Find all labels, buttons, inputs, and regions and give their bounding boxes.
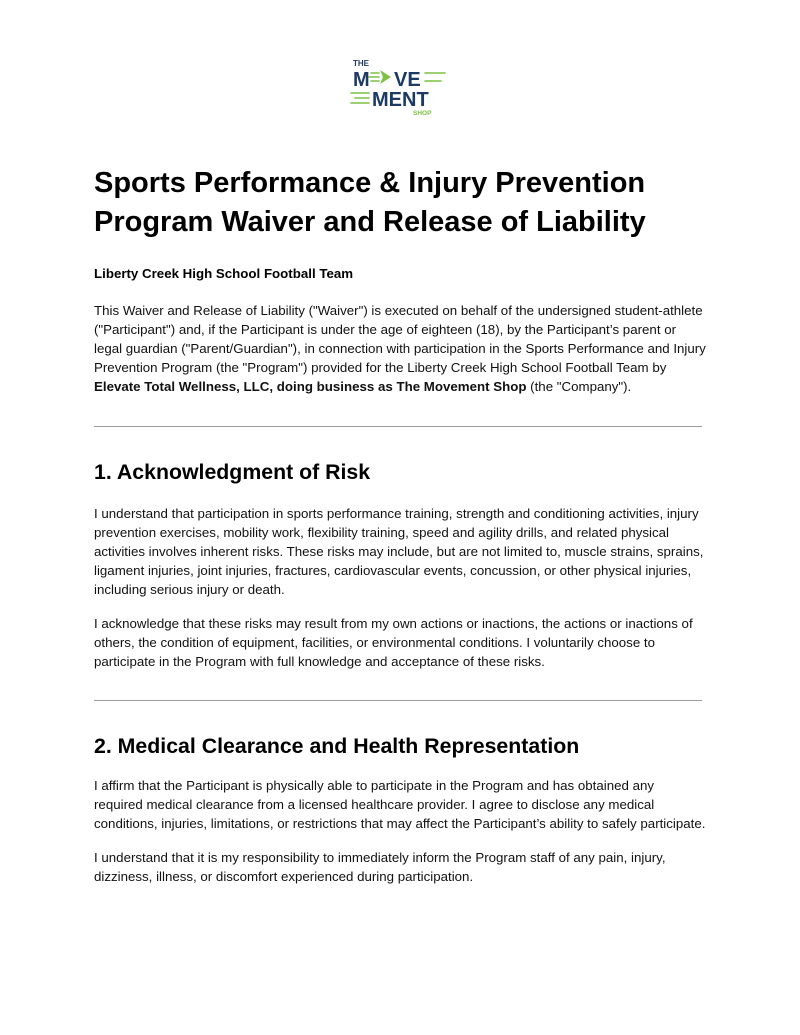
risk-paragraph-1: I understand that participation in sports performance training, strength and conditioning activities, injury prevention exercises, mobility work, flexibility training, speed and agility drills, and related physical activities involves inherent risks. These risks may include, but are not limited to, muscle strains, sprains, ligament injuries, joint injuries, fractures, cardiovascular events, concussion, or other physical injuries, including serious injury or death. (94, 506, 704, 597)
document-body (94, 164, 706, 886)
speed-lines-icon (369, 73, 379, 81)
speed-lines-icon (351, 93, 369, 103)
section-divider (94, 700, 702, 701)
speed-lines-icon (425, 73, 445, 81)
logo-the: THE (353, 59, 369, 68)
risk-paragraph-2: I acknowledge that these risks may result from my own actions or inactions, the actions or inactions of others, the condition of equipment, facilities, or environmental conditions. I voluntarily choose to participate in the Program with full knowledge and acceptance of these risks. (94, 616, 693, 669)
logo-ment: MENT (372, 89, 429, 111)
medical-paragraph-2: I understand that it is my responsibility to immediately inform the Program staff of any pain, injury, dizziness, illness, or discomfort experienced during participation. (94, 850, 666, 884)
logo-arrow-icon (380, 70, 391, 84)
logo-shop: SHOP (413, 110, 432, 117)
section-heading-risk: 1. Acknowledgment of Risk (94, 460, 371, 484)
page-title: Sports Performance & Injury Prevention Program Waiver and Release of Liability (94, 167, 646, 238)
company-name: Elevate Total Wellness, LLC, doing business as The Movement Shop (94, 379, 527, 394)
medical-paragraph-1: I affirm that the Participant is physically able to participate in the Program and has obtained any required medical clearance from a licensed healthcare provider. I agree to disclose any medical conditions, injuries, limitations, or restrictions that may affect the Participant’s ability to safely participate. (94, 778, 706, 831)
section-divider (94, 426, 702, 427)
section-heading-medical: 2. Medical Clearance and Health Representation (94, 734, 580, 758)
intro-paragraph: This Waiver and Release of Liability ("Waiver") is executed on behalf of the undersigned student-athlete ("Participant") and, if the Participant is under the age of eighteen (18), by the Participant’s parent or legal guardian ("Parent/Guardian"), in connection with participation in the Sports Performance and Injury Prevention Program (the "Program") provided for the Liberty Creek High School Football Team by Elevate Total Wellness, LLC, doing business as The Movement Shop (the "Company"). (94, 303, 706, 394)
logo-ve: VE (394, 69, 421, 91)
logo-m: M (353, 69, 370, 91)
team-name: Liberty Creek High School Football Team (94, 266, 354, 281)
movement-shop-logo (345, 56, 455, 120)
